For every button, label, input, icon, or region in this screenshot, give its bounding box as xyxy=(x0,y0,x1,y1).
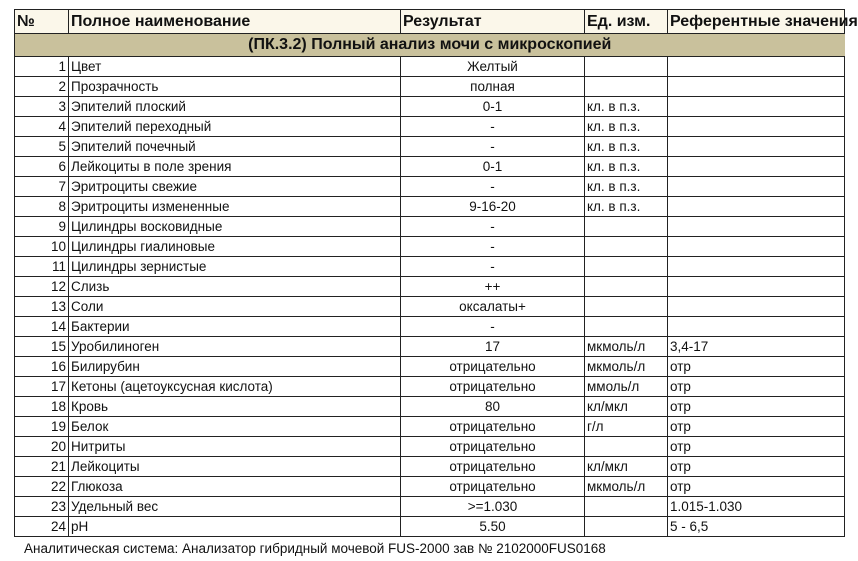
row-unit: кл. в п.з. xyxy=(585,177,668,197)
row-result: 17 xyxy=(401,337,585,357)
table-row xyxy=(15,457,845,477)
row-unit xyxy=(585,517,668,537)
table-row xyxy=(15,57,845,77)
header-name: Полное наименование xyxy=(69,10,401,34)
table-row xyxy=(15,357,845,377)
analyzer-footer: Аналитическая система: Анализатор гибридный мочевой FUS-2000 зав № 2102000FUS0168 xyxy=(24,541,606,556)
row-ref: отр xyxy=(668,417,845,437)
table-row xyxy=(15,237,845,257)
table-row xyxy=(15,137,845,157)
row-ref xyxy=(668,277,845,297)
row-number: 7 xyxy=(15,177,69,197)
row-result: 9-16-20 xyxy=(401,197,585,217)
row-number: 20 xyxy=(15,437,69,457)
row-ref: 1.015-1.030 xyxy=(668,497,845,517)
row-unit: кл. в п.з. xyxy=(585,157,668,177)
row-result: оксалаты+ xyxy=(401,297,585,317)
row-name: Эритроциты измененные xyxy=(69,197,401,217)
row-result: отрицательно xyxy=(401,477,585,497)
row-result: 0-1 xyxy=(401,97,585,117)
row-name: Лейкоциты в поле зрения xyxy=(69,157,401,177)
row-ref: отр xyxy=(668,377,845,397)
table-row xyxy=(15,297,845,317)
row-unit xyxy=(585,497,668,517)
row-result: 5.50 xyxy=(401,517,585,537)
row-result: ++ xyxy=(401,277,585,297)
table-row xyxy=(15,317,845,337)
header-result: Результат xyxy=(401,10,585,34)
row-unit: кл. в п.з. xyxy=(585,117,668,137)
row-ref: 3,4-17 xyxy=(668,337,845,357)
row-number: 19 xyxy=(15,417,69,437)
row-number: 13 xyxy=(15,297,69,317)
row-ref xyxy=(668,237,845,257)
row-name: Эпителий почечный xyxy=(69,137,401,157)
row-name: Кровь xyxy=(69,397,401,417)
row-number: 23 xyxy=(15,497,69,517)
row-number: 5 xyxy=(15,137,69,157)
table-row xyxy=(15,77,845,97)
row-unit xyxy=(585,297,668,317)
row-name: Эпителий переходный xyxy=(69,117,401,137)
row-name: Белок xyxy=(69,417,401,437)
table-row xyxy=(15,277,845,297)
row-name: Бактерии xyxy=(69,317,401,337)
row-ref xyxy=(668,257,845,277)
section-title: (ПК.3.2) Полный анализ мочи с микроскопией xyxy=(15,34,845,57)
section-row xyxy=(15,34,845,57)
table-row xyxy=(15,257,845,277)
row-result: Желтый xyxy=(401,57,585,77)
table-row xyxy=(15,397,845,417)
row-result: отрицательно xyxy=(401,417,585,437)
row-number: 3 xyxy=(15,97,69,117)
row-number: 12 xyxy=(15,277,69,297)
row-name: Слизь xyxy=(69,277,401,297)
row-number: 15 xyxy=(15,337,69,357)
row-result: полная xyxy=(401,77,585,97)
row-unit: кл. в п.з. xyxy=(585,97,668,117)
row-unit: г/л xyxy=(585,417,668,437)
row-name: Цилиндры восковидные xyxy=(69,217,401,237)
row-number: 21 xyxy=(15,457,69,477)
table-row xyxy=(15,477,845,497)
table-row xyxy=(15,197,845,217)
table-row xyxy=(15,437,845,457)
table-row xyxy=(15,97,845,117)
row-number: 2 xyxy=(15,77,69,97)
row-result: отрицательно xyxy=(401,457,585,477)
row-name: Цилиндры гиалиновые xyxy=(69,237,401,257)
row-unit: ммоль/л xyxy=(585,377,668,397)
row-result: - xyxy=(401,177,585,197)
row-number: 8 xyxy=(15,197,69,217)
row-result: - xyxy=(401,137,585,157)
row-name: Эпителий плоский xyxy=(69,97,401,117)
row-number: 1 xyxy=(15,57,69,77)
row-unit xyxy=(585,57,668,77)
row-name: Нитриты xyxy=(69,437,401,457)
row-name: Прозрачность xyxy=(69,77,401,97)
table-row xyxy=(15,517,845,537)
row-number: 22 xyxy=(15,477,69,497)
row-name: pH xyxy=(69,517,401,537)
row-number: 11 xyxy=(15,257,69,277)
row-ref xyxy=(668,57,845,77)
row-name: Билирубин xyxy=(69,357,401,377)
row-result: - xyxy=(401,257,585,277)
row-unit xyxy=(585,217,668,237)
row-ref: отр xyxy=(668,397,845,417)
row-unit: мкмоль/л xyxy=(585,337,668,357)
row-number: 18 xyxy=(15,397,69,417)
table-row xyxy=(15,337,845,357)
table-row xyxy=(15,417,845,437)
row-name: Кетоны (ацетоуксусная кислота) xyxy=(69,377,401,397)
row-number: 9 xyxy=(15,217,69,237)
row-ref: 5 - 6,5 xyxy=(668,517,845,537)
row-result: - xyxy=(401,117,585,137)
row-name: Цвет xyxy=(69,57,401,77)
row-name: Цилиндры зернистые xyxy=(69,257,401,277)
row-result: 0-1 xyxy=(401,157,585,177)
row-ref xyxy=(668,197,845,217)
row-name: Соли xyxy=(69,297,401,317)
row-unit: кл. в п.з. xyxy=(585,137,668,157)
row-number: 6 xyxy=(15,157,69,177)
row-number: 10 xyxy=(15,237,69,257)
table-row xyxy=(15,497,845,517)
row-result: отрицательно xyxy=(401,357,585,377)
row-unit xyxy=(585,77,668,97)
table-row xyxy=(15,177,845,197)
header-num: № xyxy=(15,10,69,34)
row-number: 14 xyxy=(15,317,69,337)
row-result: отрицательно xyxy=(401,437,585,457)
row-ref: отр xyxy=(668,437,845,457)
table-row xyxy=(15,217,845,237)
row-ref xyxy=(668,177,845,197)
row-name: Лейкоциты xyxy=(69,457,401,477)
row-ref xyxy=(668,77,845,97)
row-ref xyxy=(668,297,845,317)
row-number: 16 xyxy=(15,357,69,377)
header-row xyxy=(15,10,845,34)
row-unit xyxy=(585,257,668,277)
results-table xyxy=(14,9,858,537)
row-name: Уробилиноген xyxy=(69,337,401,357)
row-ref xyxy=(668,97,845,117)
table-row xyxy=(15,117,845,137)
row-ref xyxy=(668,317,845,337)
row-unit: мкмоль/л xyxy=(585,477,668,497)
row-unit xyxy=(585,237,668,257)
row-ref xyxy=(668,157,845,177)
header-ref: Референтные значения xyxy=(668,10,845,34)
row-unit xyxy=(585,437,668,457)
row-name: Эритроциты свежие xyxy=(69,177,401,197)
row-name: Глюкоза xyxy=(69,477,401,497)
row-unit: кл/мкл xyxy=(585,397,668,417)
row-ref: отр xyxy=(668,477,845,497)
row-name: Удельный вес xyxy=(69,497,401,517)
row-ref: отр xyxy=(668,457,845,477)
row-result: отрицательно xyxy=(401,377,585,397)
header-unit: Ед. изм. xyxy=(585,10,668,34)
row-ref xyxy=(668,137,845,157)
row-result: 80 xyxy=(401,397,585,417)
row-ref xyxy=(668,217,845,237)
row-unit: мкмоль/л xyxy=(585,357,668,377)
row-unit: кл. в п.з. xyxy=(585,197,668,217)
row-unit xyxy=(585,277,668,297)
table-row xyxy=(15,157,845,177)
row-unit: кл/мкл xyxy=(585,457,668,477)
row-result: - xyxy=(401,217,585,237)
row-number: 17 xyxy=(15,377,69,397)
row-result: - xyxy=(401,237,585,257)
row-ref: отр xyxy=(668,357,845,377)
row-ref xyxy=(668,117,845,137)
row-result: >=1.030 xyxy=(401,497,585,517)
row-result: - xyxy=(401,317,585,337)
row-number: 4 xyxy=(15,117,69,137)
table-row xyxy=(15,377,845,397)
row-unit xyxy=(585,317,668,337)
row-number: 24 xyxy=(15,517,69,537)
